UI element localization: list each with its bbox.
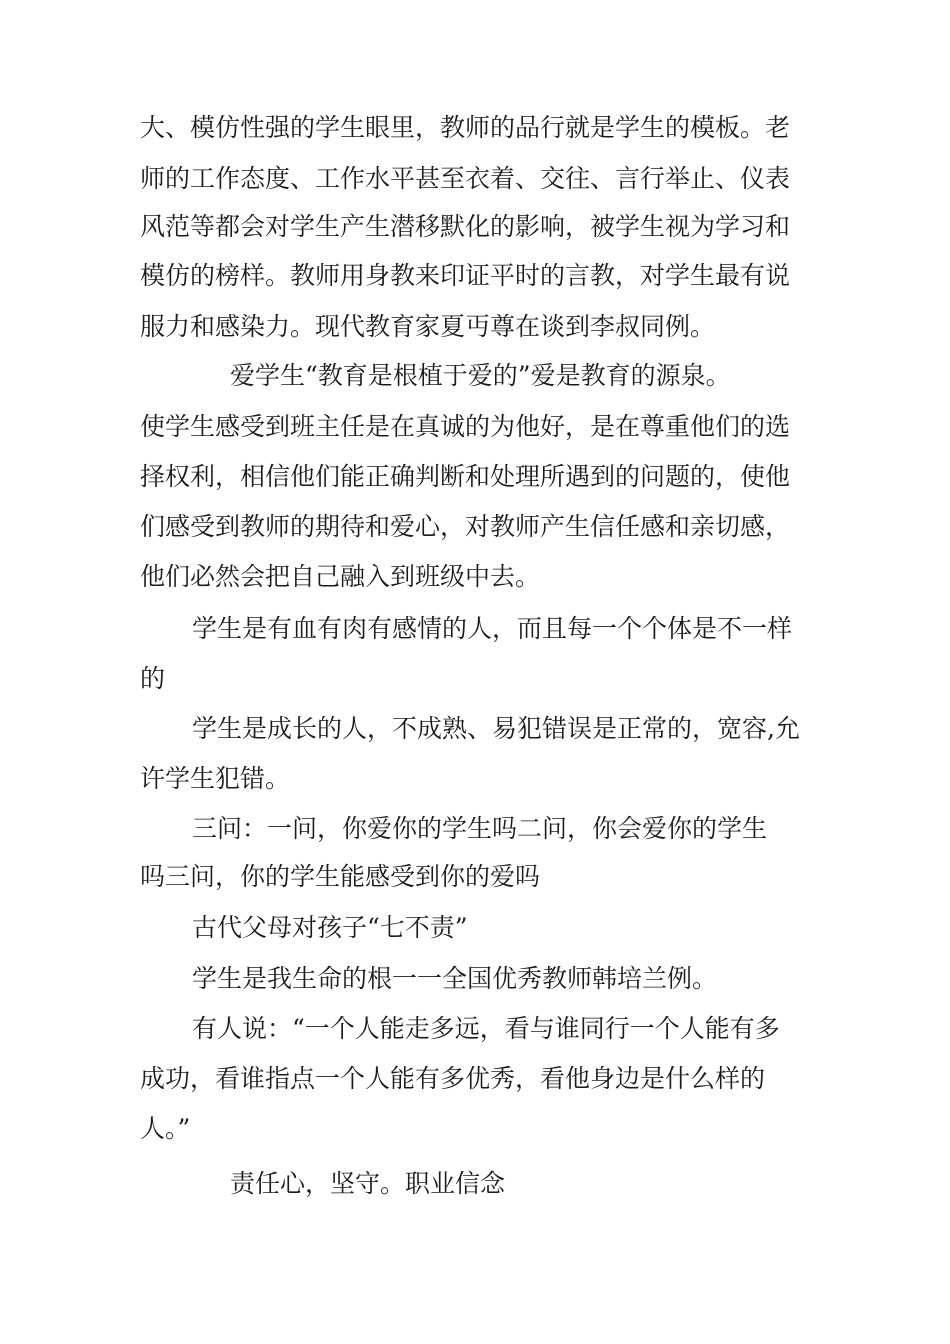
text-line: 使学生感受到班主任是在真诚的为他好，是在尊重他们的选 (140, 412, 791, 441)
text-line: 成功，看谁指点一个人能有多优秀，看他身边是什么样的 (140, 1064, 766, 1093)
text-line: 大、模仿性强的学生眼里，教师的品行就是学生的模板。老 (140, 113, 791, 142)
text-line: 三问：一问，你爱你的学生吗二问，你会爱你的学生 (192, 814, 768, 843)
text-line: 服力和感染力。现代教育家夏丏尊在谈到李叔同例。 (140, 312, 716, 341)
text-line: 风范等都会对学生产生潜移默化的影响，被学生视为学习和 (140, 212, 791, 241)
text-line: 学生是有血有肉有感情的人，而且每一个个体是不一样 (192, 614, 793, 643)
text-line: 人。” (140, 1114, 191, 1143)
text-line: 学生是成长的人，不成熟、易犯错误是正常的，宽容,允 (192, 714, 800, 743)
text-line: 有人说：“一个人能走多远，看与谁同行一个人能有多 (192, 1014, 780, 1043)
text-line: 许学生犯错。 (140, 764, 291, 793)
text-line: 古代父母对孩子“七不责” (192, 913, 468, 942)
text-line: 们感受到教师的期待和爱心，对教师产生信任感和亲切感， (140, 512, 791, 541)
text-line: 责任心，坚守。职业信念 (230, 1169, 506, 1198)
text-line: 学生是我生命的根一一全国优秀教师韩培兰例。 (192, 964, 718, 993)
text-line: 师的工作态度、工作水平甚至衣着、交往、言行举止、仪表 (140, 164, 791, 193)
text-line: 吗三问，你的学生能感受到你的爱吗 (140, 862, 541, 891)
text-line: 择权利，相信他们能正确判断和处理所遇到的问题的，使他 (140, 462, 791, 491)
text-line: 他们必然会把自己融入到班级中去。 (140, 562, 541, 591)
text-line: 爱学生“教育是根植于爱的”爱是教育的源泉。 (230, 361, 731, 390)
text-line: 模仿的榜样。教师用身教来印证平时的言教，对学生最有说 (140, 261, 791, 290)
text-line: 的 (140, 664, 166, 693)
